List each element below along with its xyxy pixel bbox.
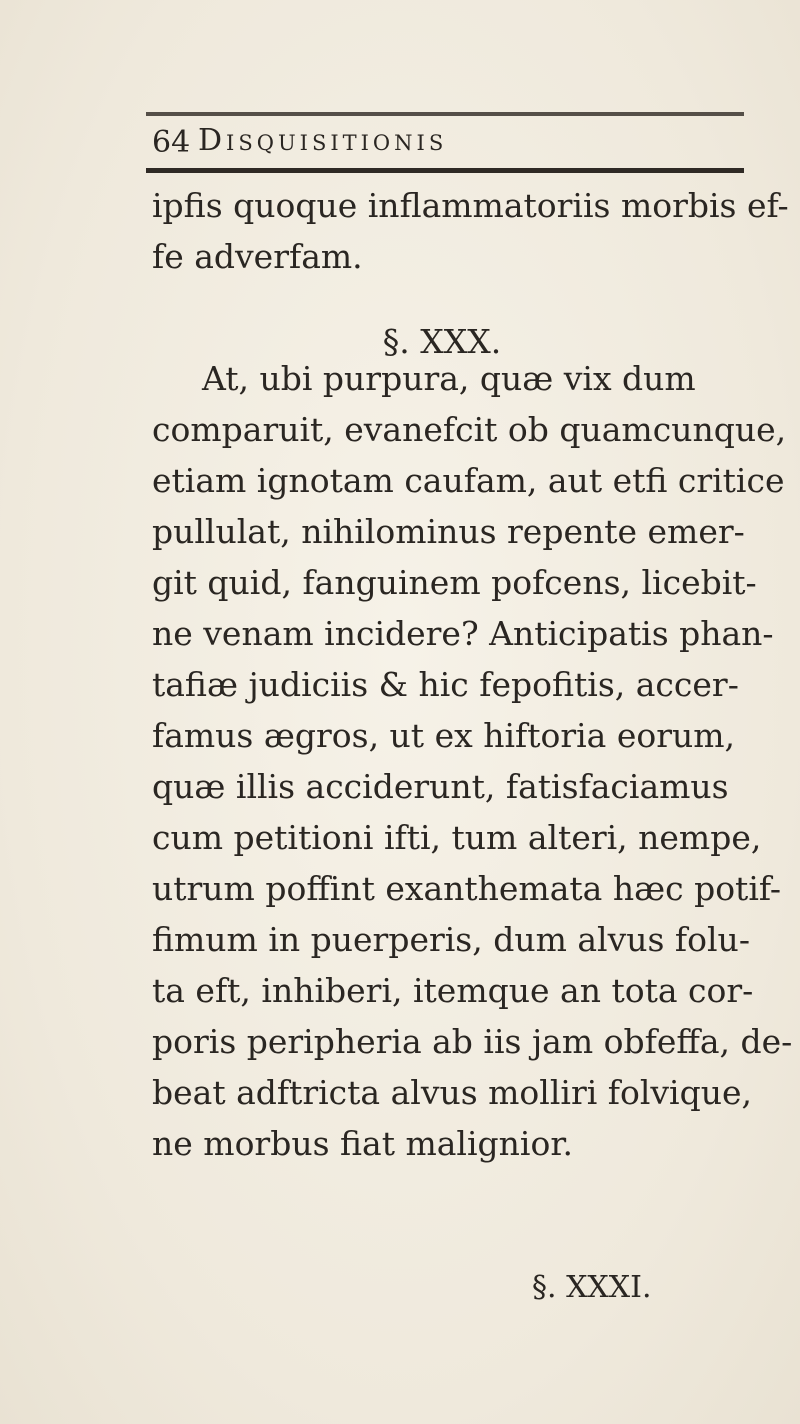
text-line: ne morbus fiat malignior. xyxy=(152,1124,573,1163)
text-line: pullulat, nihilominus repente emer- xyxy=(152,512,745,551)
text-line: fimum in puerperis, dum alvus folu- xyxy=(152,920,750,959)
header-rule-top xyxy=(146,112,744,116)
text-line: ta eft, inhiberi, itemque an tota cor- xyxy=(152,971,754,1010)
text-line: ipfis quoque inflammatoriis morbis ef- xyxy=(152,186,789,225)
page-number: 64 xyxy=(152,125,191,160)
catchword: §. XXXI. xyxy=(532,1270,652,1305)
text-line: fe adverfam. xyxy=(152,237,363,276)
text-line: cum petitioni ifti, tum alteri, nempe, xyxy=(152,818,762,857)
text-line: beat adftricta alvus molliri folvique, xyxy=(152,1073,753,1112)
text-line: poris peripheria ab iis jam obfeffa, de- xyxy=(152,1022,793,1061)
page-header xyxy=(152,122,712,162)
text-line: utrum poffint exanthemata hæc potif- xyxy=(152,869,782,908)
text-line: famus ægros, ut ex hiftoria eorum, xyxy=(152,716,736,755)
text-line: tafiæ judiciis & hic fepofitis, accer- xyxy=(152,665,739,704)
header-rule-bottom xyxy=(146,168,744,173)
text-line: At, ubi purpura, quæ vix dum xyxy=(202,359,696,398)
section-heading: §. XXX. xyxy=(382,322,502,361)
text-line: ne venam incidere? Anticipatis phan- xyxy=(152,614,774,653)
text-line: git quid, fanguinem pofcens, licebit- xyxy=(152,563,757,602)
text-line: quæ illis acciderunt, fatisfaciamus xyxy=(152,767,729,806)
text-line: etiam ignotam caufam, aut etfi critice xyxy=(152,461,785,500)
text-line: comparuit, evanefcit ob quamcunque, xyxy=(152,410,787,449)
body-text xyxy=(152,180,793,1169)
running-head: Disquisitionis xyxy=(198,123,448,158)
